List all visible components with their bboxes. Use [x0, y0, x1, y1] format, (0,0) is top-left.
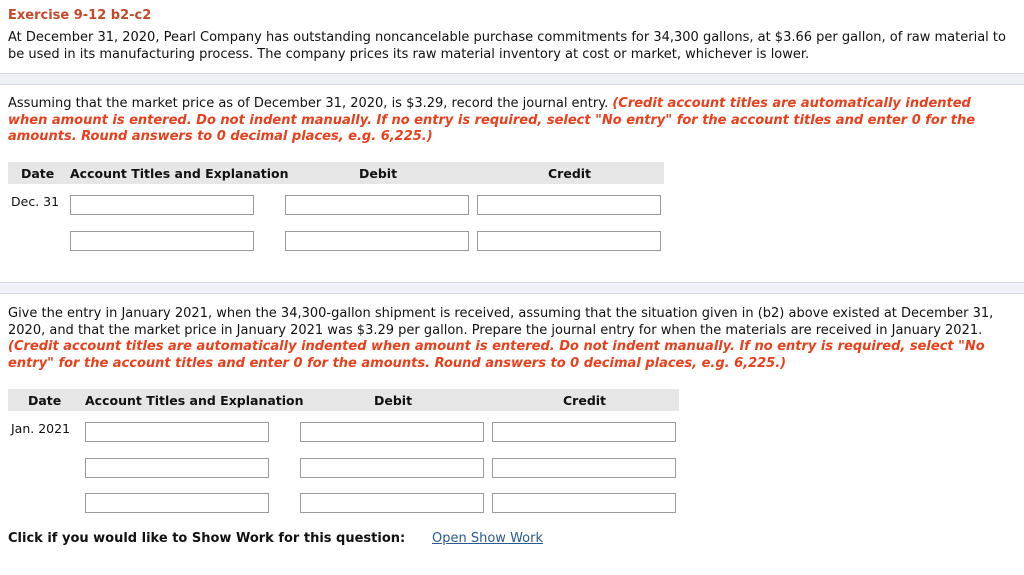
header-debit: Debit	[359, 166, 398, 181]
exercise-intro: At December 31, 2020, Pearl Company has outstanding noncancelable purchase commitments for 34,300 gallons, at $3.66 per gallon, of raw material to be used in its manufacturing process. The company prices its raw material inventory at cost or market, whichever is lower.	[8, 30, 1006, 62]
part1-table-header	[8, 162, 664, 184]
part2-account-input-3[interactable]	[85, 493, 269, 513]
part1-account-input-2[interactable]	[70, 231, 254, 251]
part2-question	[8, 306, 1018, 372]
part2-account-input-1[interactable]	[85, 422, 269, 442]
open-show-work-link[interactable]: Open Show Work	[432, 531, 543, 546]
header-credit: Credit	[548, 166, 592, 181]
part1-instruction: (Credit account titles are automatically indented when amount is entered. Do not indent manually. If no entry is required, select "No entry" for the account titles and enter 0 for the amounts. Round answers to 0 decimal places, e.g. 6,225.)	[8, 96, 976, 144]
part1-credit-input-1[interactable]	[477, 195, 661, 215]
part1-debit-input-2[interactable]	[285, 231, 469, 251]
exercise-title: Exercise 9-12 b2-c2	[8, 8, 152, 23]
header-account: Account Titles and Explanation	[70, 166, 289, 181]
part2-debit-input-1[interactable]	[300, 422, 484, 442]
part1-account-input-1[interactable]	[70, 195, 254, 215]
part2-debit-input-2[interactable]	[300, 458, 484, 478]
section-divider	[0, 282, 1024, 294]
header-account: Account Titles and Explanation	[85, 393, 304, 408]
section-divider	[0, 73, 1024, 85]
part2-question-text: Give the entry in January 2021, when the 34,300-gallon shipment is received, assuming that the situation given in (b2) above existed at December 31, 2020, and that the market price in January 2021 was $3.29 per gallon. Prepare the journal entry for when the materials are received in January 2021.	[8, 306, 994, 338]
header-credit: Credit	[563, 393, 607, 408]
part1-credit-input-2[interactable]	[477, 231, 661, 251]
part1-question-text: Assuming that the market price as of December 31, 2020, is $3.29, record the journal entry.	[8, 96, 613, 111]
show-work-prompt: Click if you would like to Show Work for this question:	[8, 531, 406, 546]
part1-date: Dec. 31	[11, 194, 60, 209]
part2-credit-input-1[interactable]	[492, 422, 676, 442]
part1-debit-input-1[interactable]	[285, 195, 469, 215]
part2-date: Jan. 2021	[11, 421, 71, 436]
part2-account-input-2[interactable]	[85, 458, 269, 478]
part2-instruction: (Credit account titles are automatically indented when amount is entered. Do not indent manually. If no entry is required, select "No entry" for the account titles and enter 0 for the amounts. Round answers to 0 decimal places, e.g. 6,225.)	[8, 339, 985, 371]
part2-debit-input-3[interactable]	[300, 493, 484, 513]
part2-table-header	[8, 389, 679, 411]
part1-question	[8, 96, 1014, 146]
part2-credit-input-3[interactable]	[492, 493, 676, 513]
header-date: Date	[28, 393, 62, 408]
header-debit: Debit	[374, 393, 413, 408]
part2-credit-input-2[interactable]	[492, 458, 676, 478]
header-date: Date	[21, 166, 55, 181]
